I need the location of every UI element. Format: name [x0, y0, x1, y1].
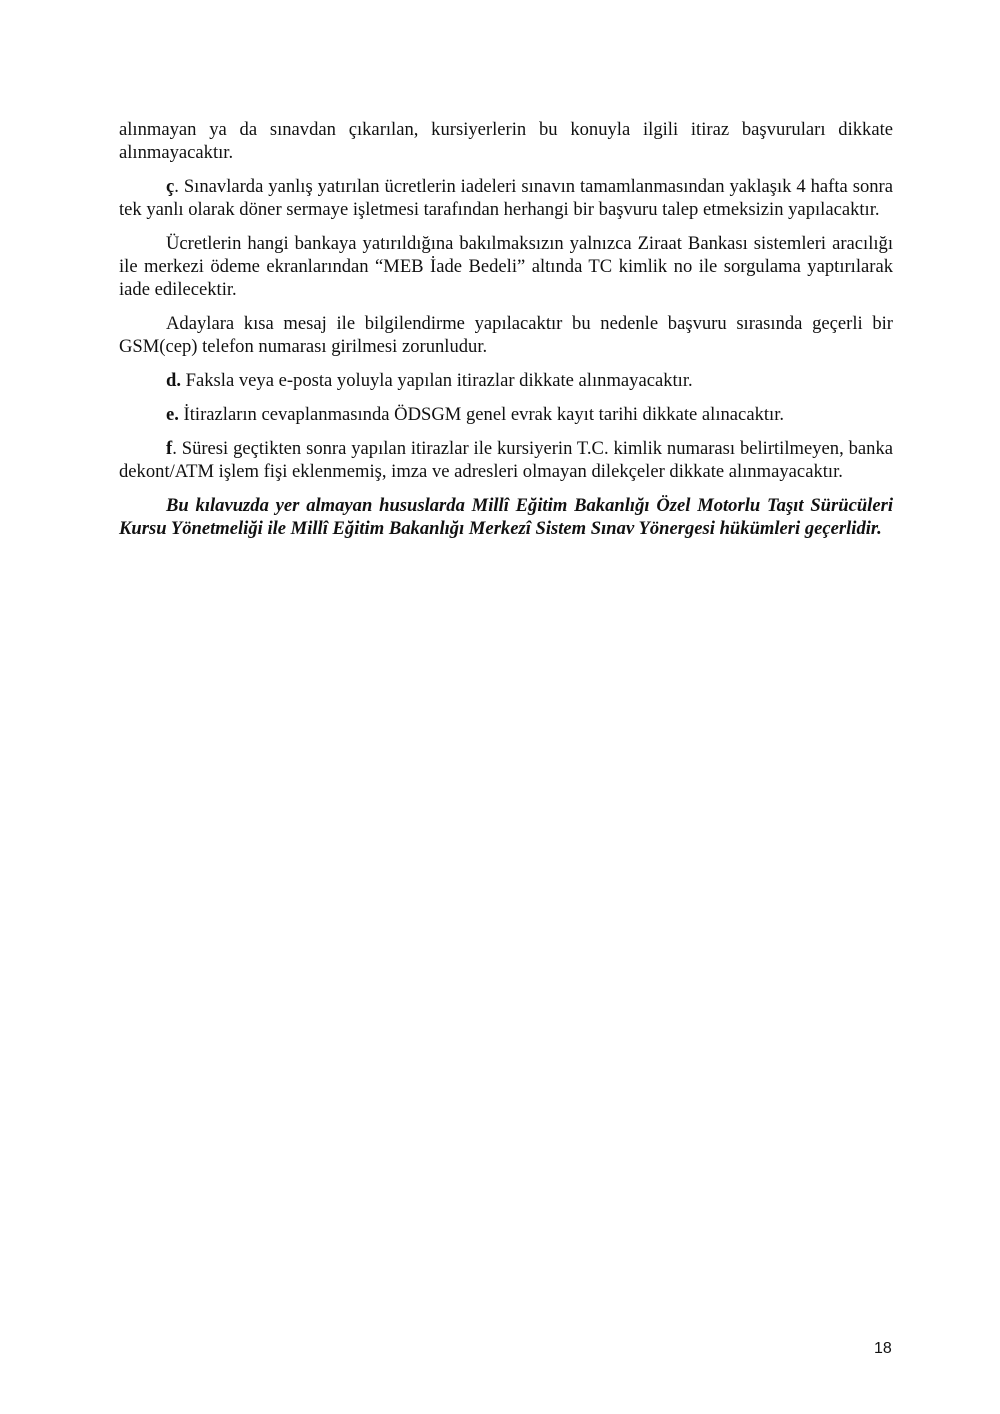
paragraph-text: Faksla veya e-posta yoluyla yapılan itirazlar dikkate alınmayacaktır. — [181, 370, 693, 391]
paragraph-text: Adaylara kısa mesaj ile bilgilendirme yapılacaktır bu nedenle başvuru sırasında geçerli bir GSM(cep) telefon numarası girilmesi zorunludur. — [119, 313, 893, 357]
paragraph-item-f — [119, 437, 893, 483]
document-body — [119, 118, 893, 540]
paragraph-sms-info — [119, 312, 893, 358]
closing-note: Bu kılavuzda yer almayan hususlarda Millî Eğitim Bakanlığı Özel Motorlu Taşıt Sürücüleri Kursu Yönetmeliği ile Millî Eğitim Bakanlığı Merkezî Sistem Sınav Yönergesi hükümleri geçerlidir. — [119, 495, 893, 539]
paragraph-item-e — [119, 403, 893, 426]
paragraph-text: . Süresi geçtikten sonra yapılan itirazlar ile kursiyerin T.C. kimlik numarası belirtilmeyen, banka dekont/ATM işlem fişi eklenmemiş, imza ve adresleri olmayan dilekçeler dikkate alınmayacaktır. — [119, 438, 893, 482]
list-marker: d. — [166, 370, 181, 391]
paragraph-continuation — [119, 118, 893, 164]
paragraph-item-c-cedilla — [119, 175, 893, 221]
paragraph-text: Ücretlerin hangi bankaya yatırıldığına bakılmaksızın yalnızca Ziraat Bankası sistemleri aracılığı ile merkezi ödeme ekranlarından “MEB İade Bedeli” altında TC kimlik no ile sorgulama yaptırılarak iade edilecektir. — [119, 233, 893, 300]
paragraph-text: alınmayan ya da sınavdan çıkarılan, kursiyerlerin bu konuyla ilgili itiraz başvuruları dikkate alınmayacaktır. — [119, 119, 893, 163]
paragraph-text: İtirazların cevaplanmasında ÖDSGM genel evrak kayıt tarihi dikkate alınacaktır. — [178, 404, 785, 425]
paragraph-text: . Sınavlarda yanlış yatırılan ücretlerin iadeleri sınavın tamamlanmasından yaklaşık 4 hafta sonra tek yanlı olarak döner sermaye işletmesi tarafından herhangi bir başvuru talep etmeksizin yapılacaktır. — [119, 176, 893, 220]
list-marker: e. — [166, 404, 179, 425]
page-number: 18 — [874, 1340, 892, 1357]
paragraph-refund-info — [119, 232, 893, 301]
list-marker: ç — [166, 176, 175, 197]
list-marker: f — [166, 438, 173, 459]
paragraph-item-d — [119, 369, 893, 392]
